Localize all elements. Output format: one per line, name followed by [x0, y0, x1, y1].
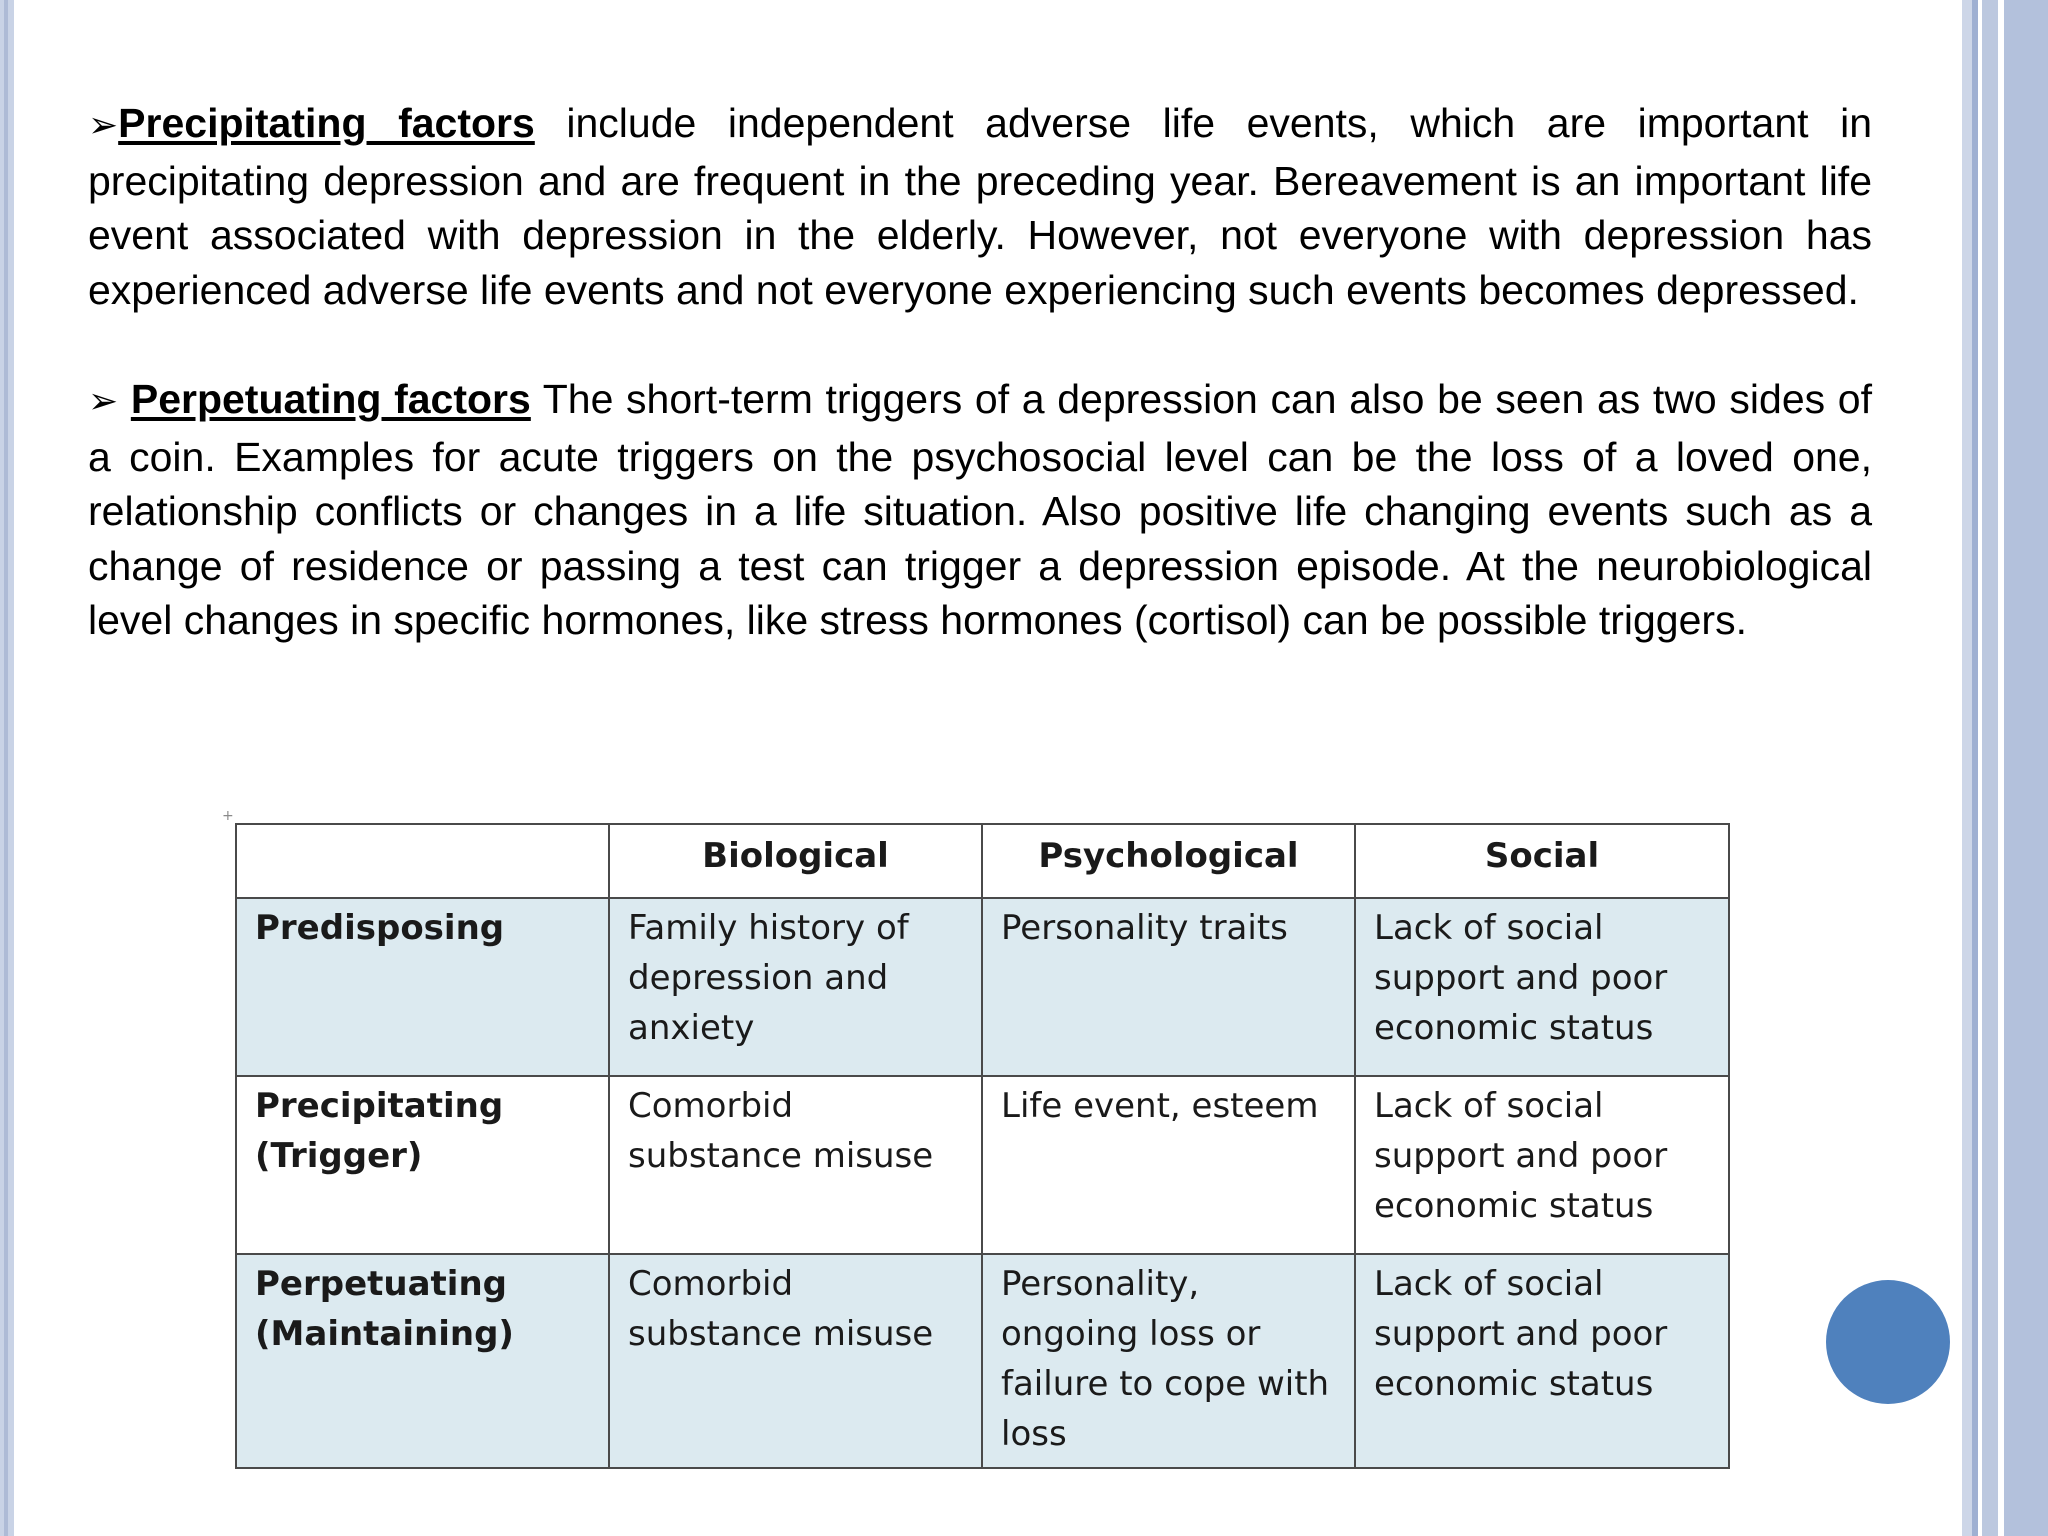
term-precipitating-factors: Precipitating factors [118, 100, 535, 146]
decorative-circle-icon [1826, 1280, 1950, 1404]
term-perpetuating-factors: Perpetuating factors [130, 376, 531, 422]
slide-left-edge [0, 0, 14, 1536]
header-social: Social [1355, 824, 1729, 898]
table-move-handle-icon: + [222, 808, 234, 824]
cell-psychological: Personality, ongoing loss or failure to cope with loss [982, 1254, 1355, 1468]
paragraph-precipitating [88, 96, 1872, 317]
paragraph-text: The short-term triggers of a depression can also be seen as two sides of a coin. Examples for acute triggers on the psychosocial level can be the loss of a loved one, relationship conflicts or changes in a life situation. Also positive life changing events such as a change of residence or passing a test can trigger a depression episode. At the neurobiological level changes in specific hormones, like stress hormones (cortisol) can be possible triggers. [88, 376, 1872, 643]
biopsychosocial-factors-table [235, 823, 1730, 1469]
cell-biological: Comorbid substance misuse [609, 1076, 982, 1254]
row-label-predisposing: Predisposing [236, 898, 609, 1076]
slide-body [88, 96, 1872, 648]
row-label-perpetuating: Perpetuating (Maintaining) [236, 1254, 609, 1468]
table-row [236, 1076, 1729, 1254]
cell-psychological: Personality traits [982, 898, 1355, 1076]
header-psychological: Psychological [982, 824, 1355, 898]
cell-social: Lack of social support and poor economic status [1355, 898, 1729, 1076]
bullet-arrow-icon: ➢ [88, 105, 119, 146]
table-row [236, 1254, 1729, 1468]
bullet-arrow-icon: ➢ [88, 381, 119, 422]
theme-band-stripe [1982, 0, 1998, 1536]
header-biological: Biological [609, 824, 982, 898]
cell-biological: Family history of depression and anxiety [609, 898, 982, 1076]
paragraph-text: include independent adverse life events, which are important in precipitating depression and are frequent in the preceding year. Bereavement is an important life event associated with depression in the elderly. However, not everyone with depression has experienced adverse life events and not everyone experiencing such events becomes depressed. [88, 100, 1872, 313]
row-label-precipitating: Precipitating (Trigger) [236, 1076, 609, 1254]
header-empty-cell [236, 824, 609, 898]
theme-band-stripe [1962, 0, 1972, 1536]
paragraph-perpetuating [88, 372, 1872, 648]
theme-band-stripe [2004, 0, 2048, 1536]
table-row [236, 898, 1729, 1076]
table-header-row [236, 824, 1729, 898]
cell-social: Lack of social support and poor economic status [1355, 1076, 1729, 1254]
cell-psychological: Life event, esteem [982, 1076, 1355, 1254]
cell-social: Lack of social support and poor economic status [1355, 1254, 1729, 1468]
cell-biological: Comorbid substance misuse [609, 1254, 982, 1468]
